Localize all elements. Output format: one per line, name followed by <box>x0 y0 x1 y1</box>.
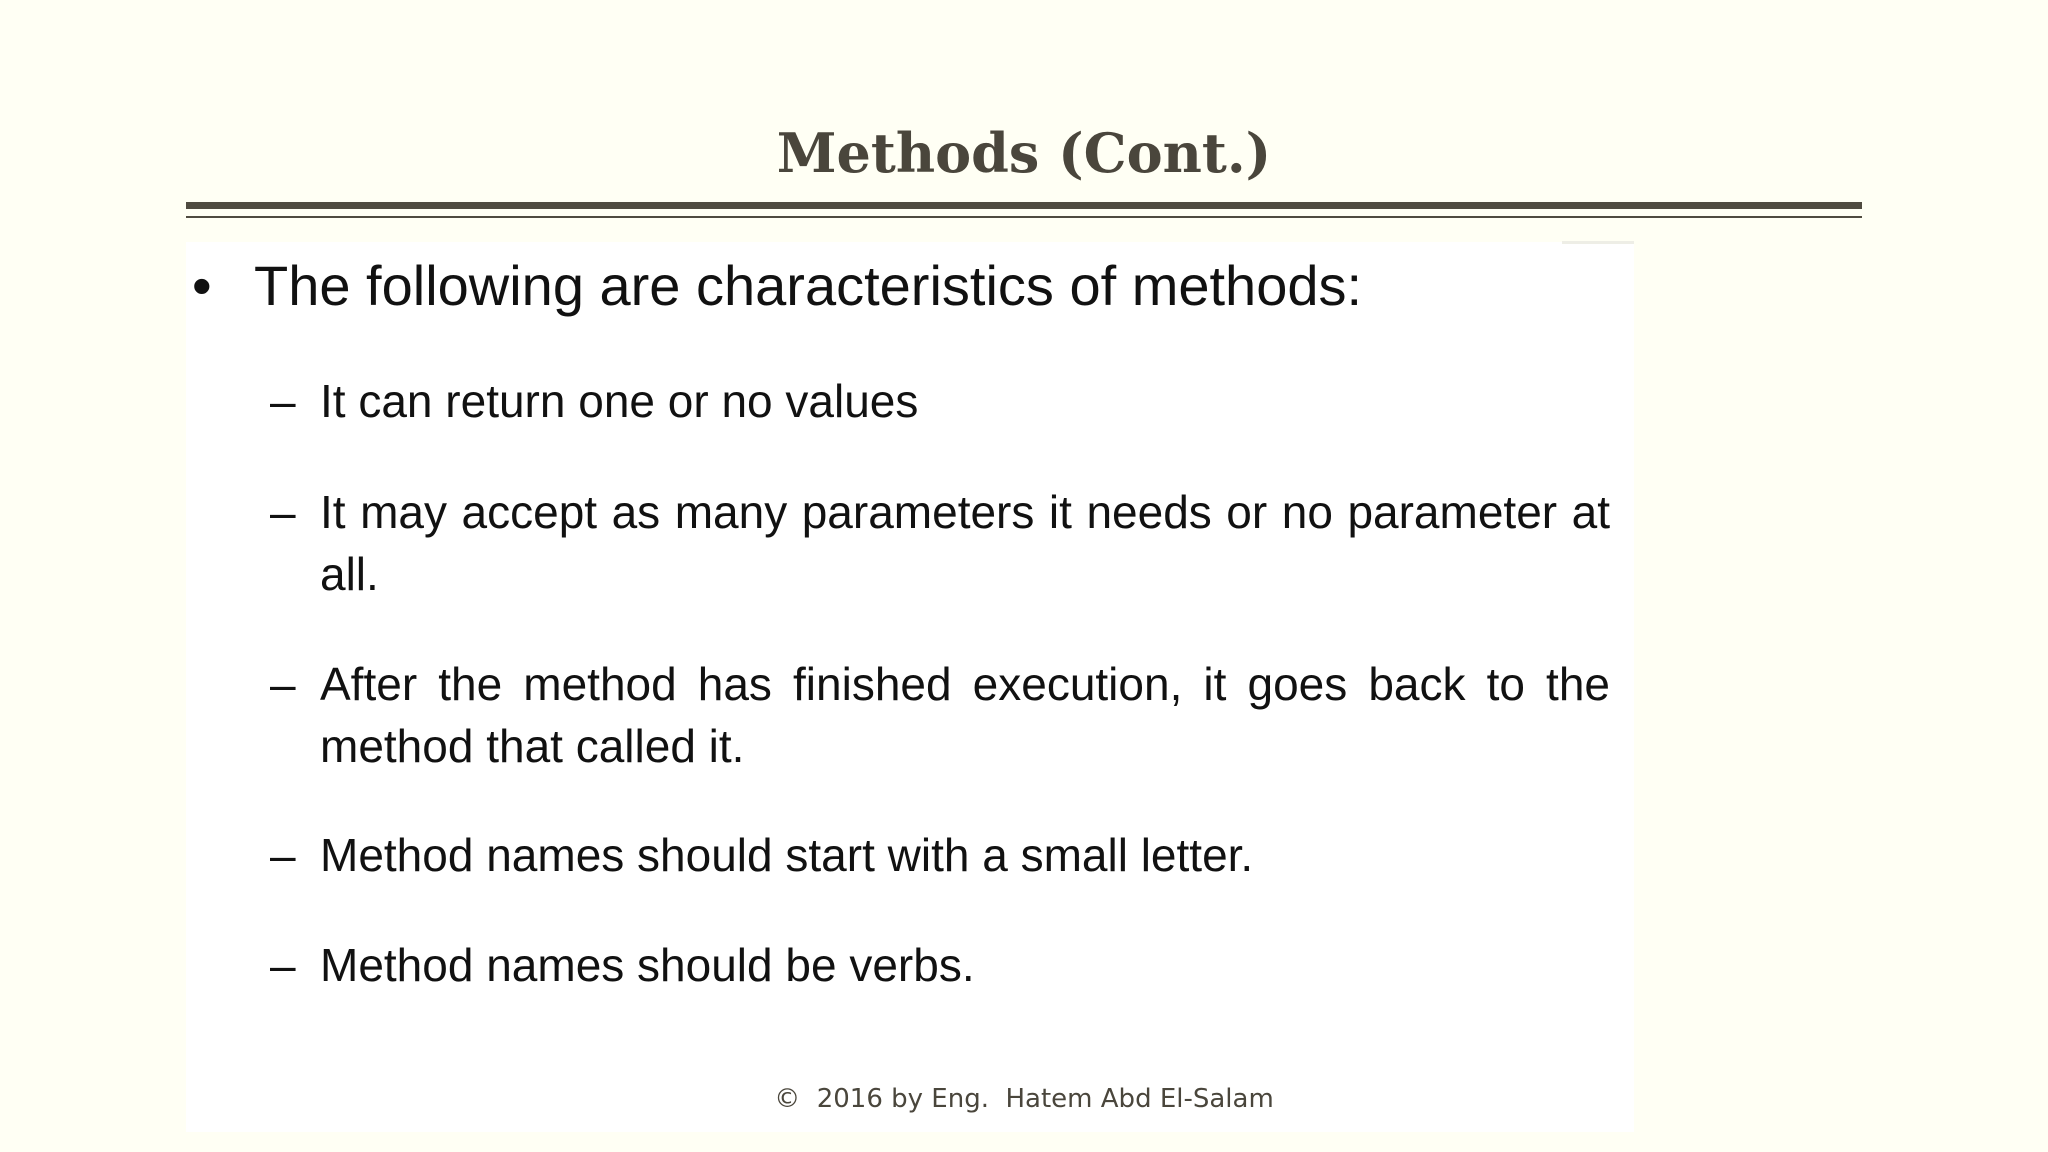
dash-marker: – <box>270 829 296 881</box>
dash-marker: – <box>270 486 296 538</box>
main-bullet-text: The following are characteristics of methods: <box>254 254 1363 317</box>
sub-item-text: After the method has finished execution, it goes back to the method that called it. <box>320 658 1610 772</box>
title-divider-thick <box>186 202 1862 209</box>
dash-marker: – <box>270 658 296 710</box>
sub-item-text: Method names should be verbs. <box>320 939 975 991</box>
sub-item-text: It may accept as many parameters it needs or no parameter at all. <box>320 486 1610 600</box>
slide-title: Methods (Cont.) <box>776 121 1272 185</box>
dash-marker: – <box>270 939 296 991</box>
panel-edge-mark <box>1562 241 1634 244</box>
title-divider-thin <box>186 216 1862 218</box>
dash-marker: – <box>270 375 296 427</box>
sub-item-text: It can return one or no values <box>320 375 919 427</box>
bullet-marker: • <box>192 254 212 317</box>
slide-footer-copyright: © 2016 by Eng. Hatem Abd El-Salam <box>774 1084 1274 1114</box>
sub-item-text: Method names should start with a small letter. <box>320 829 1254 881</box>
